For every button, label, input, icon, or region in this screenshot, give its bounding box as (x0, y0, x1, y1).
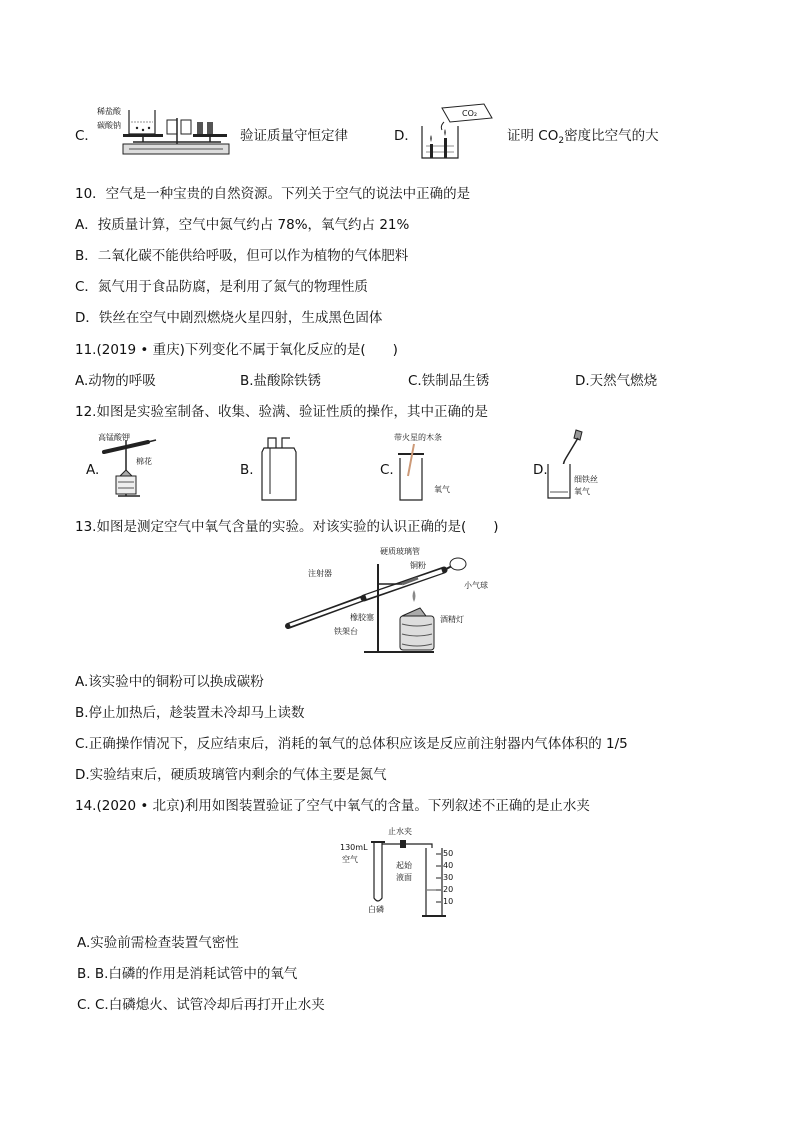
fig-label-hard-glass-tube: 硬质玻璃管 (380, 547, 420, 556)
fig-label-rubber-stopper: 橡胶塞 (350, 613, 374, 622)
scale-mark-20: 20 (443, 885, 454, 894)
q10-option-b: B．二氧化碳不能供给呼吸，但可以作为植物的气体肥料 (75, 248, 409, 264)
white-phosphorus-apparatus-figure (338, 824, 454, 920)
iron-wire-combustion-figure (544, 428, 614, 500)
copper-powder-oxygen-apparatus-figure (284, 544, 494, 662)
q11-option-c: C.铁制品生锈 (408, 373, 490, 389)
fig-label-small-balloon: 小气球 (464, 581, 488, 590)
fig-label-sodium-carbonate: 碳酸钠 (97, 121, 121, 130)
q11-stem: 11.(2019 • 重庆)下列变化不属于氧化反应的是( ) (75, 342, 398, 358)
scale-mark-30: 30 (443, 873, 454, 882)
fig-label-air: 空气 (342, 855, 358, 864)
fig-label-copper-powder: 铜粉 (410, 561, 426, 570)
q13-option-c: C.正确操作情况下，反应结束后，消耗的氧气的总体积应该是反应前注射器内气体体积的 1/5 (75, 736, 628, 752)
fig-label-white-phosphorus: 白磷 (368, 905, 384, 914)
q9-option-d-text-sub: 2 (558, 136, 565, 146)
fig-label-liquid-level: 液面 (396, 873, 412, 882)
q9-option-d-text-after: 密度比空气的大 (564, 128, 659, 144)
q14-option-c: C. C.白磷熄火、试管冷却后再打开止水夹 (77, 997, 325, 1013)
q14-stem: 14.(2020 • 北京)利用如图装置验证了空气中氧气的含量。下列叙述不正确的是止水夹 (75, 798, 590, 814)
q13-option-d: D.实验结束后，硬质玻璃管内剩余的气体主要是氮气 (75, 767, 387, 783)
q11-option-b: B.盐酸除铁锈 (240, 373, 322, 389)
co2-beaker-figure (414, 102, 504, 162)
q13-option-a: A.该实验中的铜粉可以换成碳粉 (75, 674, 264, 690)
scale-mark-40: 40 (443, 861, 454, 870)
q9-option-c-text: 验证质量守恒定律 (240, 128, 348, 144)
fig-label-alcohol-lamp: 酒精灯 (440, 615, 464, 624)
q12-option-c-label: C. (380, 462, 394, 478)
fig-label-iron-stand: 铁架台 (334, 627, 358, 636)
fig-label-130ml: 130mL (340, 843, 368, 852)
gas-collecting-bottle-figure (254, 434, 304, 502)
q11-option-d: D.天然气燃烧 (575, 373, 658, 389)
q12-option-a-label: A. (86, 462, 100, 478)
fig-label-dilute-hcl: 稀盐酸 (97, 107, 121, 116)
oxygen-test-splint-figure (392, 430, 472, 502)
fig-label-kmno4: 高锰酸钾 (98, 433, 130, 442)
fig-label-syringe: 注射器 (308, 569, 332, 578)
fig-label-glowing-splint: 带火星的木条 (394, 433, 442, 442)
fig-label-iron-wire: 细铁丝 (574, 475, 598, 484)
q12-stem: 12.如图是实验室制备、收集、验满、验证性质的操作，其中正确的是 (75, 404, 488, 420)
fig-label-water-clamp: 止水夹 (388, 827, 412, 836)
q9-option-c-label: C． (75, 128, 98, 144)
scale-mark-50: 50 (443, 849, 454, 858)
q10-option-d: D．铁丝在空气中剧烈燃烧火星四射，生成黑色固体 (75, 310, 383, 326)
q10-option-a: A．按质量计算，空气中氮气约占 78%，氧气约占 21% (75, 217, 410, 233)
fig-label-co2: CO₂ (462, 109, 478, 118)
q13-stem: 13.如图是测定空气中氧气含量的实验。对该实验的认识正确的是( ) (75, 519, 499, 535)
fig-label-cotton: 棉花 (136, 457, 152, 466)
q11-option-a: A.动物的呼吸 (75, 373, 156, 389)
q14-option-a: A.实验前需检查装置气密性 (77, 935, 239, 951)
q9-option-d-text-before: 证明 CO (507, 128, 559, 144)
q9-option-d-label: D． (394, 128, 418, 144)
potassium-permanganate-setup-figure (96, 430, 166, 502)
q12-option-b-label: B. (240, 462, 254, 478)
fig-label-start: 起始 (396, 861, 412, 870)
q14-option-b: B. B.白磷的作用是消耗试管中的氧气 (77, 966, 298, 982)
q10-stem: 10．空气是一种宝贵的自然资源。下列关于空气的说法中正确的是 (75, 186, 471, 202)
fig-label-oxygen-c: 氧气 (434, 485, 450, 494)
q10-option-c: C．氮气用于食品防腐，是利用了氮气的物理性质 (75, 279, 368, 295)
q13-option-b: B.停止加热后，趁装置未冷却马上读数 (75, 705, 305, 721)
fig-label-oxygen-d: 氧气 (574, 487, 590, 496)
balance-figure (93, 104, 233, 158)
q9-option-d-text (507, 127, 659, 150)
scale-mark-10: 10 (443, 897, 454, 906)
q12-option-d-label: D. (533, 462, 548, 478)
